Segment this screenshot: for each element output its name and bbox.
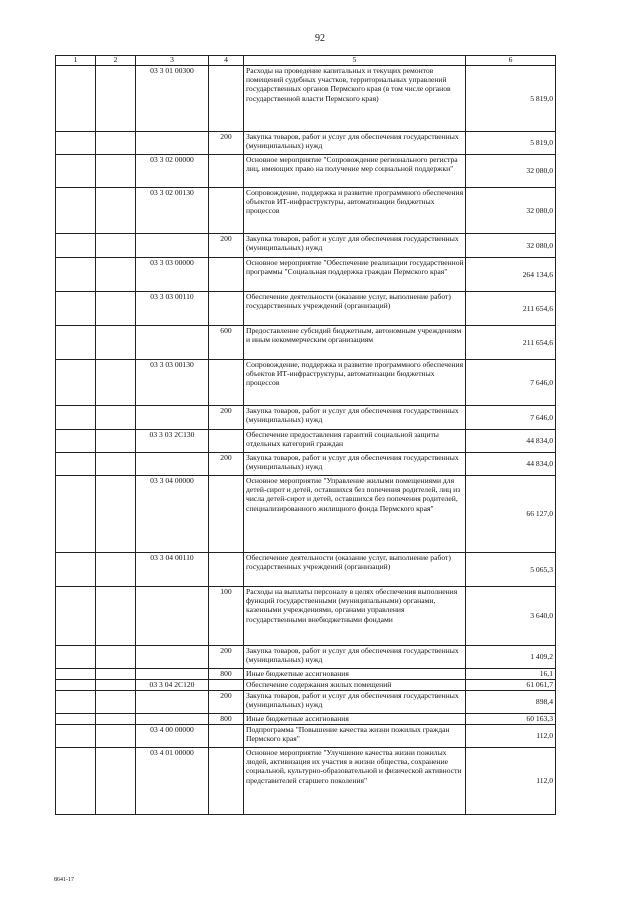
row-col-1 — [56, 360, 96, 406]
footer-code: 8641-17 — [54, 877, 74, 883]
row-target-code: 03 3 03 2С130 — [136, 430, 209, 453]
row-col-2 — [96, 646, 136, 669]
row-col-2 — [96, 691, 136, 714]
table-row — [56, 669, 556, 680]
row-col-1 — [56, 646, 96, 669]
row-name: Сопровождение, поддержка и развитие программного обеспечения объектов ИТ-инфраструктуры, автоматизации бюджетных процессов — [244, 360, 466, 406]
row-col-2 — [96, 430, 136, 453]
row-expense-type — [209, 725, 244, 748]
row-col-2 — [96, 553, 136, 587]
row-amount: 16,1 — [466, 669, 556, 680]
row-amount: 32 080,0 — [466, 155, 556, 188]
row-amount: 7 646,0 — [466, 406, 556, 430]
row-target-code — [136, 691, 209, 714]
row-col-2 — [96, 725, 136, 748]
row-name: Основное мероприятие "Улучшение качества жизни пожилых людей, активизация их участия в жизни общества, сохранение социальной, культурно-образовательной и физической активности представителей старшего поколения" — [244, 748, 466, 815]
row-name: Закупка товаров, работ и услуг для обеспечения государственных (муниципальных) нужд — [244, 132, 466, 155]
row-name: Иные бюджетные ассигнования — [244, 714, 466, 725]
row-amount: 61 061,7 — [466, 680, 556, 691]
row-col-1 — [56, 476, 96, 553]
row-expense-type — [209, 430, 244, 453]
table-row — [56, 587, 556, 646]
row-col-1 — [56, 725, 96, 748]
table-row — [56, 66, 556, 132]
row-name: Основное мероприятие "Сопровождение регионального регистра лиц, имеющих право на получение мер социальной поддержки" — [244, 155, 466, 188]
row-name: Закупка товаров, работ и услуг для обеспечения государственных (муниципальных) нужд — [244, 406, 466, 430]
table-row — [56, 430, 556, 453]
row-target-code: 03 3 03 00000 — [136, 258, 209, 292]
row-col-2 — [96, 680, 136, 691]
row-col-1 — [56, 430, 96, 453]
table-row — [56, 680, 556, 691]
row-name: Подпрограмма "Повышение качества жизни пожилых граждан Пермского края" — [244, 725, 466, 748]
row-col-1 — [56, 553, 96, 587]
table-body — [56, 66, 556, 815]
row-expense-type: 800 — [209, 669, 244, 680]
row-amount: 112,0 — [466, 748, 556, 815]
row-target-code — [136, 132, 209, 155]
table-row — [56, 553, 556, 587]
row-col-1 — [56, 714, 96, 725]
row-name: Обеспечение содержания жилых помещений — [244, 680, 466, 691]
table-row — [56, 646, 556, 669]
row-target-code — [136, 646, 209, 669]
header-col-2: 2 — [96, 56, 136, 66]
row-col-2 — [96, 132, 136, 155]
row-name: Иные бюджетные ассигнования — [244, 669, 466, 680]
row-name: Основное мероприятие "Обеспечение реализации государственной программы "Социальная поддержка граждан Пермского края" — [244, 258, 466, 292]
row-target-code — [136, 453, 209, 476]
row-name: Основное мероприятие "Управление жилыми помещениями для детей-сирот и детей, оставшихся без попечения родителей, лиц из числа детей-сирот и детей, оставшихся без попечения родителей, специализированного жилищного фонда Пермского края" — [244, 476, 466, 553]
row-name: Расходы на проведение капитальных и текущих ремонтов помещений судебных участков, территориальных управлений государственных органов Пермского края (в том числе органов государственной власти Пермского края) — [244, 66, 466, 132]
row-amount: 7 646,0 — [466, 360, 556, 406]
row-col-1 — [56, 587, 96, 646]
row-expense-type — [209, 553, 244, 587]
row-col-2 — [96, 748, 136, 815]
row-expense-type: 200 — [209, 691, 244, 714]
row-col-2 — [96, 326, 136, 360]
row-col-1 — [56, 234, 96, 258]
row-col-1 — [56, 326, 96, 360]
row-expense-type — [209, 188, 244, 234]
page-number: 92 — [315, 33, 325, 44]
row-amount: 44 834,0 — [466, 453, 556, 476]
row-target-code: 03 3 01 00300 — [136, 66, 209, 132]
row-amount: 211 654,6 — [466, 292, 556, 326]
table-row — [56, 476, 556, 553]
header-col-5: 5 — [244, 56, 466, 66]
row-target-code: 03 4 01 00000 — [136, 748, 209, 815]
row-col-1 — [56, 258, 96, 292]
row-col-2 — [96, 155, 136, 188]
row-name: Предоставление субсидий бюджетным, автономным учреждениям и иным некоммерческим организациям — [244, 326, 466, 360]
table-row — [56, 453, 556, 476]
row-amount: 60 163,3 — [466, 714, 556, 725]
table-row — [56, 725, 556, 748]
row-col-2 — [96, 188, 136, 234]
row-col-1 — [56, 292, 96, 326]
table-row — [56, 155, 556, 188]
row-expense-type: 800 — [209, 714, 244, 725]
row-target-code: 03 3 02 00000 — [136, 155, 209, 188]
row-target-code — [136, 669, 209, 680]
row-col-2 — [96, 66, 136, 132]
row-expense-type — [209, 292, 244, 326]
row-amount: 264 134,6 — [466, 258, 556, 292]
row-amount: 112,0 — [466, 725, 556, 748]
row-col-2 — [96, 406, 136, 430]
row-col-1 — [56, 406, 96, 430]
row-col-2 — [96, 234, 136, 258]
row-amount: 1 409,2 — [466, 646, 556, 669]
budget-table — [55, 55, 556, 815]
row-target-code — [136, 406, 209, 430]
row-expense-type: 200 — [209, 453, 244, 476]
table-row — [56, 691, 556, 714]
row-target-code — [136, 326, 209, 360]
row-amount: 211 654,6 — [466, 326, 556, 360]
row-col-2 — [96, 714, 136, 725]
row-expense-type — [209, 66, 244, 132]
row-expense-type: 200 — [209, 132, 244, 155]
row-col-2 — [96, 258, 136, 292]
row-expense-type — [209, 476, 244, 553]
table-row — [56, 234, 556, 258]
row-expense-type: 100 — [209, 587, 244, 646]
row-target-code: 03 3 02 00130 — [136, 188, 209, 234]
row-amount: 32 080,0 — [466, 234, 556, 258]
row-target-code — [136, 714, 209, 725]
row-col-1 — [56, 132, 96, 155]
row-name: Обеспечение деятельности (оказание услуг, выполнение работ) государственных учреждений (организаций) — [244, 292, 466, 326]
row-col-1 — [56, 748, 96, 815]
row-name: Обеспечение предоставления гарантий социальной защиты отдельных категорий граждан — [244, 430, 466, 453]
header-col-1: 1 — [56, 56, 96, 66]
row-amount: 5 819,0 — [466, 132, 556, 155]
table-row — [56, 326, 556, 360]
table-row — [56, 748, 556, 815]
row-expense-type: 600 — [209, 326, 244, 360]
row-name: Закупка товаров, работ и услуг для обеспечения государственных (муниципальных) нужд — [244, 453, 466, 476]
row-amount: 5 819,0 — [466, 66, 556, 132]
row-amount: 3 640,0 — [466, 587, 556, 646]
header-row — [56, 56, 556, 66]
table-row — [56, 188, 556, 234]
table-row — [56, 360, 556, 406]
row-name: Расходы на выплаты персоналу в целях обеспечения выполнения функций государственными (муниципальными) органами, казенными учреждениями, органами управления государственными внебюджетными фондами — [244, 587, 466, 646]
row-name: Закупка товаров, работ и услуг для обеспечения государственных (муниципальных) нужд — [244, 234, 466, 258]
row-col-1 — [56, 691, 96, 714]
row-target-code: 03 3 04 00000 — [136, 476, 209, 553]
row-name: Закупка товаров, работ и услуг для обеспечения государственных (муниципальных) нужд — [244, 691, 466, 714]
row-expense-type: 200 — [209, 646, 244, 669]
row-expense-type: 200 — [209, 406, 244, 430]
row-col-2 — [96, 587, 136, 646]
row-target-code — [136, 234, 209, 258]
row-col-2 — [96, 669, 136, 680]
table-row — [56, 132, 556, 155]
row-expense-type — [209, 258, 244, 292]
row-col-1 — [56, 680, 96, 691]
row-target-code: 03 3 04 2С120 — [136, 680, 209, 691]
row-col-1 — [56, 669, 96, 680]
row-expense-type — [209, 748, 244, 815]
row-col-1 — [56, 66, 96, 132]
row-amount: 5 065,3 — [466, 553, 556, 587]
table-row — [56, 714, 556, 725]
table-row — [56, 406, 556, 430]
table-row — [56, 258, 556, 292]
row-col-1 — [56, 155, 96, 188]
row-expense-type: 200 — [209, 234, 244, 258]
header-col-3: 3 — [136, 56, 209, 66]
row-col-2 — [96, 453, 136, 476]
table-row — [56, 292, 556, 326]
row-name: Закупка товаров, работ и услуг для обеспечения государственных (муниципальных) нужд — [244, 646, 466, 669]
row-amount: 44 834,0 — [466, 430, 556, 453]
row-col-1 — [56, 188, 96, 234]
row-col-2 — [96, 360, 136, 406]
row-expense-type — [209, 360, 244, 406]
row-expense-type — [209, 680, 244, 691]
row-target-code: 03 3 03 00130 — [136, 360, 209, 406]
row-expense-type — [209, 155, 244, 188]
row-col-2 — [96, 476, 136, 553]
row-col-2 — [96, 292, 136, 326]
row-amount: 32 080,0 — [466, 188, 556, 234]
row-target-code: 03 3 04 00110 — [136, 553, 209, 587]
row-target-code: 03 4 00 00000 — [136, 725, 209, 748]
row-target-code — [136, 587, 209, 646]
row-amount: 66 127,0 — [466, 476, 556, 553]
row-name: Сопровождение, поддержка и развитие программного обеспечения объектов ИТ-инфраструктуры, автоматизации бюджетных процессов — [244, 188, 466, 234]
row-amount: 898,4 — [466, 691, 556, 714]
row-col-1 — [56, 453, 96, 476]
row-target-code: 03 3 03 00110 — [136, 292, 209, 326]
header-col-4: 4 — [209, 56, 244, 66]
header-col-6: 6 — [466, 56, 556, 66]
row-name: Обеспечение деятельности (оказание услуг, выполнение работ) государственных учреждений (организаций) — [244, 553, 466, 587]
